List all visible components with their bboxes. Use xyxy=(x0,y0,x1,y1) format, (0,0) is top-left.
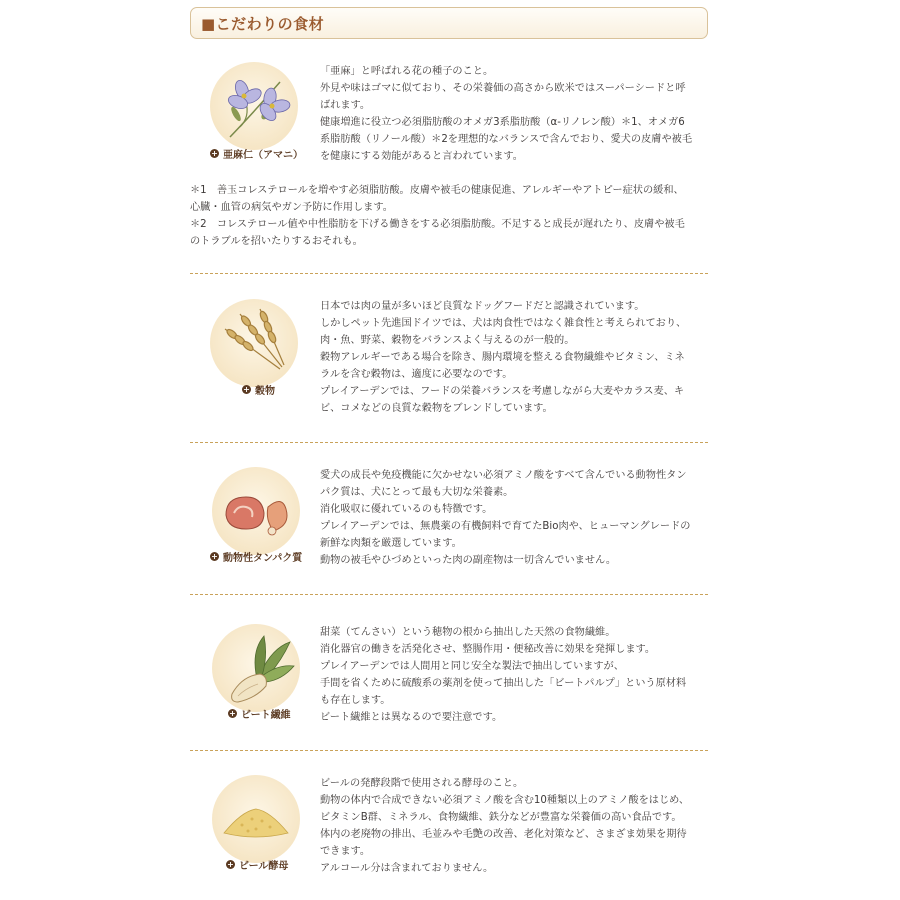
divider xyxy=(190,273,708,274)
ingredient-description: 愛犬の成長や免疫機能に欠かせない必須アミノ酸をすべて含んでいる動物性タン パク質は、犬にとって最も大切な栄養素。 消化吸収に優れているのも特徴です。 プレイアーデンでは、無農薬の有機飼料で育てたBio肉や、ヒューマングレードの 新鮮な肉類を厳選しています。 動物の被毛やひづめといった肉の副産物は一切含んでいません。 xyxy=(320,470,691,566)
ingredient-animal-protein xyxy=(190,467,710,587)
footnotes: ＊1 善玉コレステロールを増やす必須脂肪酸。皮膚や被毛の健康促進、アレルギーやアトピー症状の緩和、 心臓・血管の病気やガン予防に作用します。 ＊2 コレステロール値や中性脂肪を下げる働きをする必須脂肪酸。不足すると成長が遅れたり、皮膚や被毛 のトラブルを招いたりするおそれも。 xyxy=(190,185,685,247)
flax-flower-icon xyxy=(210,62,298,150)
divider xyxy=(190,442,708,443)
section-header xyxy=(190,7,708,39)
divider xyxy=(190,750,708,751)
plus-icon: + xyxy=(227,860,234,869)
ingredient-flax xyxy=(190,60,710,180)
ingredient-label: + 動物性タンパク質 xyxy=(211,552,303,564)
grain-icon xyxy=(210,299,298,387)
meat-icon xyxy=(212,467,300,555)
plus-icon: + xyxy=(229,709,236,718)
sugar-beet-icon xyxy=(212,624,300,712)
divider xyxy=(190,594,708,595)
ingredient-description: 日本では肉の量が多いほど良質なドッグフードだと認識されています。 しかしペット先進国ドイツでは、犬は肉食性ではなく雑食性と考えられており、 肉・魚、野菜、穀物をバランスよく与えるのが一般的。 穀物アレルギーである場合を除き、腸内環境を整える食物繊維やビタミン、ミネ ラルを含む穀物は、適度に必要なのです。 プレイアーデンでは、フードの栄養バランスを考慮しながら大麦やカラス麦、キ ビ、コメなどの良質な穀物をブレンドしています。 xyxy=(320,301,687,414)
ingredient-description: ビールの発酵段階で使用される酵母のこと。 動物の体内で合成できない必須アミノ酸を含む10種類以上のアミノ酸をはじめ、 ビタミンB群、ミネラル、食物繊維、鉄分などが豊富な栄養価の高い食品です。 体内の老廃物の排出、毛並みや毛艶の改善、老化対策など、さまざま効果を期待 できます。 アルコール分は含まれておりません。 xyxy=(320,778,690,874)
ingredient-grain xyxy=(190,298,710,428)
ingredient-description: 「亜麻」と呼ばれる花の種子のこと。 外見や味はゴマに似ており、その栄養価の高さから欧米ではスーパーシードと呼 ばれます。 健康増進に役立つ必須脂肪酸のオメガ3系脂肪酸（α-リノレン酸）＊1、オメガ6 系脂肪酸（リノール酸）＊2を理想的なバランスで含んでおり、愛犬の皮膚や被毛 を健康にする効能があると言われています。 xyxy=(320,66,693,162)
ingredient-label: + ビール酵母 xyxy=(227,860,289,872)
ingredient-label: + ビート繊維 xyxy=(229,709,291,721)
plus-icon: + xyxy=(211,552,218,561)
plus-icon: + xyxy=(211,149,218,158)
ingredient-description: 甜菜（てんさい）という穂物の根から抽出した天然の食物繊維。 消化器官の働きを活発化させ、整腸作用・便秘改善に効果を発揮します。 プレイアーデンでは人間用と同じ安全な製法で抽出していますが、 手間を省くために硫酸系の薬剤を使って抽出した「ビートパルプ」という原材料 も存在します。 ビート繊維とは異なるので要注意です。 xyxy=(320,627,687,723)
plus-icon: + xyxy=(243,385,250,394)
ingredient-beet-fiber xyxy=(190,624,710,734)
ingredient-label: + 亜麻仁（アマニ） xyxy=(211,149,303,161)
ingredient-label: + 穀物 xyxy=(243,385,275,397)
yeast-powder-icon xyxy=(212,775,300,863)
ingredient-brewers-yeast xyxy=(190,775,710,885)
section-title: ■こだわりの食材 xyxy=(201,15,325,33)
